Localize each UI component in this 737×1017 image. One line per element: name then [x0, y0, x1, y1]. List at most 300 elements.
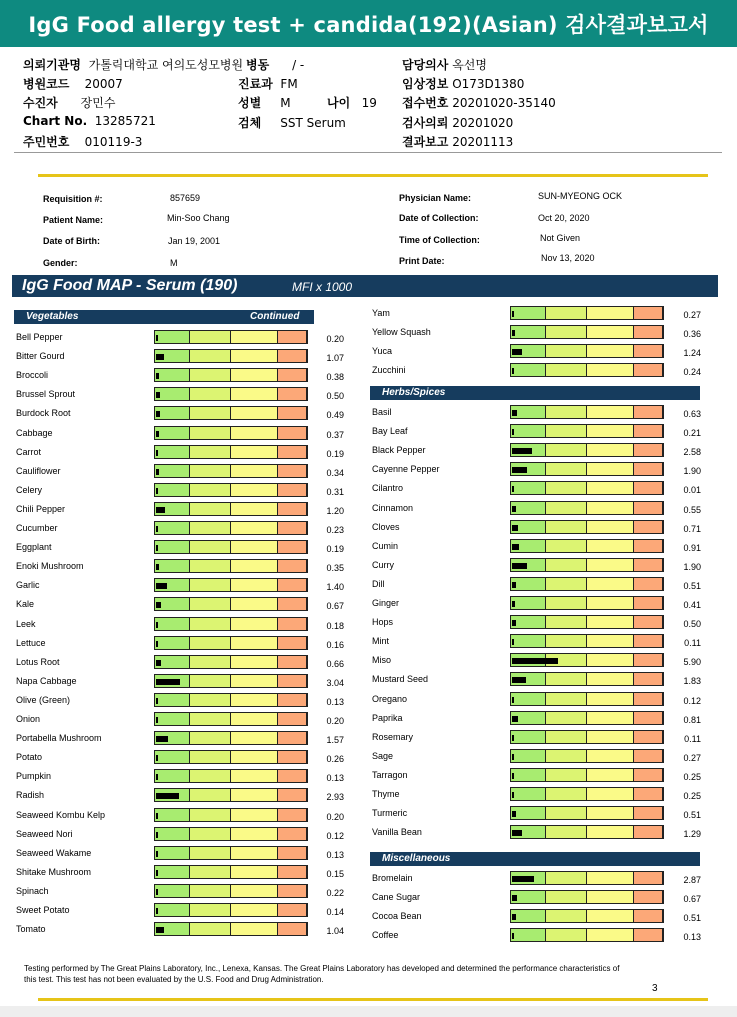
scale-zone [634, 826, 663, 838]
scale-zone [155, 618, 190, 630]
scale-zone [155, 484, 190, 496]
scale-zone [231, 656, 278, 668]
food-name: Vanilla Bean [372, 827, 422, 837]
food-value-bar [156, 392, 160, 398]
scale-zone [190, 598, 231, 610]
scale-zone [546, 788, 587, 800]
section-title-misc: Miscellaneous [382, 853, 451, 864]
food-row [372, 481, 701, 497]
food-name: Lettuce [16, 638, 46, 648]
food-row [16, 502, 344, 518]
food-value-bar [512, 639, 514, 645]
scale-zone [190, 465, 231, 477]
food-row [372, 424, 701, 440]
food-scale-bar [510, 501, 664, 515]
scale-zone [511, 750, 546, 762]
food-name: Cabbage [16, 428, 53, 438]
section-header-herbs [370, 386, 700, 400]
food-value-label: 0.21 [683, 428, 701, 438]
scale-zone [278, 484, 307, 496]
food-row [16, 693, 344, 709]
food-row [372, 768, 701, 784]
food-name: Rosemary [372, 732, 414, 742]
food-value-label: 0.41 [683, 600, 701, 610]
food-value-bar [156, 622, 158, 628]
food-value-label: 0.25 [683, 772, 701, 782]
scale-zone [190, 828, 231, 840]
food-row [372, 787, 701, 803]
scale-zone [587, 559, 634, 571]
scale-zone [511, 578, 546, 590]
gender-label: Gender: [43, 258, 78, 268]
scale-zone [190, 618, 231, 630]
food-scale-bar [510, 363, 664, 377]
food-row [372, 501, 701, 517]
food-value-label: 0.13 [326, 850, 344, 860]
scale-zone [634, 731, 663, 743]
food-scale-bar [154, 903, 308, 917]
food-value-bar [512, 716, 518, 722]
food-name: Paprika [372, 713, 403, 723]
food-value-label: 1.90 [683, 466, 701, 476]
scale-zone [634, 769, 663, 781]
scale-zone [587, 750, 634, 762]
scale-zone [634, 326, 663, 338]
food-scale-bar [510, 730, 664, 744]
food-name: Cilantro [372, 483, 404, 493]
food-value-label: 1.29 [683, 829, 701, 839]
food-row [372, 909, 701, 925]
food-name: Lotus Root [16, 657, 60, 667]
food-value-bar [156, 755, 158, 761]
food-name: Brussel Sprout [16, 389, 76, 399]
scale-zone [546, 673, 587, 685]
food-value-bar [156, 813, 158, 819]
scale-zone [634, 307, 663, 319]
scale-zone [278, 446, 307, 458]
food-value-label: 0.81 [683, 715, 701, 725]
food-value-bar [512, 697, 514, 703]
scale-zone [190, 388, 231, 400]
food-row [372, 558, 701, 574]
food-value-bar [512, 933, 514, 939]
hospital-code-field: 병원코드 20007 [23, 77, 123, 91]
food-name: Seaweed Nori [16, 829, 73, 839]
scale-zone [231, 885, 278, 897]
food-scale-bar [154, 445, 308, 459]
scale-zone [190, 656, 231, 668]
scale-zone [587, 540, 634, 552]
food-name: Carrot [16, 447, 42, 457]
food-name: Bay Leaf [372, 426, 408, 436]
food-scale-bar [510, 481, 664, 495]
scale-zone [231, 732, 278, 744]
scale-zone [190, 446, 231, 458]
food-scale-bar [154, 426, 308, 440]
food-row [372, 806, 701, 822]
food-scale-bar [510, 405, 664, 419]
clinical-info-field: 임상정보 O173D1380 [402, 77, 525, 91]
scale-zone [546, 807, 587, 819]
food-value-bar [156, 450, 158, 456]
food-value-bar [156, 354, 164, 360]
scale-zone [278, 369, 307, 381]
scale-zone [634, 463, 663, 475]
food-row [372, 634, 701, 650]
food-row [16, 788, 344, 804]
print-date-label: Print Date: [399, 256, 445, 266]
scale-zone [155, 331, 190, 343]
scale-zone [155, 809, 190, 821]
collection-time-label: Time of Collection: [399, 235, 480, 245]
food-name: Enoki Mushroom [16, 561, 84, 571]
scale-zone [231, 675, 278, 687]
scale-zone [190, 789, 231, 801]
food-value-bar [512, 876, 534, 882]
scale-zone [511, 693, 546, 705]
scale-zone [231, 751, 278, 763]
scale-zone [511, 326, 546, 338]
food-scale-bar [510, 749, 664, 763]
food-value-bar [512, 811, 516, 817]
scale-zone [278, 751, 307, 763]
ward-field: 병동 / - [246, 58, 305, 72]
scale-zone [231, 560, 278, 572]
food-scale-bar [510, 890, 664, 904]
food-value-bar [512, 330, 515, 336]
scale-zone [634, 929, 663, 941]
scale-zone [278, 388, 307, 400]
food-value-bar [512, 754, 514, 760]
scale-zone [190, 637, 231, 649]
food-name: Sage [372, 751, 394, 761]
food-row [372, 520, 701, 536]
scale-zone [155, 885, 190, 897]
chart-no-field: Chart No. 13285721 [23, 114, 156, 128]
food-scale-bar [510, 825, 664, 839]
food-row [16, 712, 344, 728]
scale-zone [546, 693, 587, 705]
scale-zone [587, 307, 634, 319]
food-scale-bar [510, 615, 664, 629]
gold-divider-bottom [38, 998, 708, 1001]
scale-zone [190, 770, 231, 782]
scale-zone [634, 673, 663, 685]
scale-zone [634, 425, 663, 437]
scale-zone [190, 427, 231, 439]
food-row [372, 306, 701, 322]
food-name: Shitake Mushroom [16, 867, 92, 877]
scale-zone [278, 789, 307, 801]
food-name: Burdock Root [16, 408, 71, 418]
food-value-label: 0.23 [326, 525, 344, 535]
req-label: Requisition #: [43, 194, 103, 204]
section-note-continued: Continued [250, 311, 300, 322]
food-name: Coffee [372, 930, 399, 940]
scale-zone [634, 482, 663, 494]
food-value-label: 0.12 [683, 696, 701, 706]
food-name: Dill [372, 579, 385, 589]
food-row [372, 871, 701, 887]
scale-zone [155, 388, 190, 400]
food-scale-bar [154, 330, 308, 344]
scale-zone [587, 616, 634, 628]
scale-zone [278, 618, 307, 630]
physician-field: 담당의사 옥선명 [402, 58, 487, 72]
food-value-label: 0.55 [683, 505, 701, 515]
scale-zone [190, 541, 231, 553]
food-row [372, 577, 701, 593]
food-scale-bar [154, 349, 308, 363]
food-name: Potato [16, 752, 43, 762]
scale-zone [231, 350, 278, 362]
food-scale-bar [154, 884, 308, 898]
food-scale-bar [154, 387, 308, 401]
scale-zone [546, 425, 587, 437]
scale-zone [546, 559, 587, 571]
scale-zone [634, 654, 663, 666]
food-row [16, 808, 344, 824]
scale-zone [587, 826, 634, 838]
food-name: Tarragon [372, 770, 408, 780]
scale-zone [190, 407, 231, 419]
collection-time-value: Not Given [540, 233, 581, 243]
food-name: Cloves [372, 522, 400, 532]
food-value-label: 0.13 [683, 932, 701, 942]
food-scale-bar [154, 597, 308, 611]
food-name: Bell Pepper [16, 332, 63, 342]
food-name: Cocoa Bean [372, 911, 422, 921]
scale-zone [190, 847, 231, 859]
food-row [372, 672, 701, 688]
food-row [16, 636, 344, 652]
scale-zone [278, 503, 307, 515]
food-row [16, 540, 344, 556]
scale-zone [278, 828, 307, 840]
scale-zone [231, 637, 278, 649]
scale-zone [231, 694, 278, 706]
dob-value: Jan 19, 2001 [168, 236, 221, 246]
food-row [372, 928, 701, 944]
food-row [16, 922, 344, 938]
food-row [372, 344, 701, 360]
food-scale-bar [510, 711, 664, 725]
physician-name-label: Physician Name: [399, 193, 472, 203]
page-number: 3 [652, 983, 658, 994]
scale-zone [546, 326, 587, 338]
food-value-bar [512, 349, 522, 355]
food-value-bar [156, 602, 161, 608]
food-value-label: 0.19 [326, 449, 344, 459]
food-value-label: 0.13 [326, 697, 344, 707]
food-value-bar [156, 564, 159, 570]
food-scale-bar [510, 558, 664, 572]
report-title-banner [0, 0, 737, 47]
scale-zone [546, 540, 587, 552]
food-name: Bitter Gourd [16, 351, 65, 361]
scale-zone [278, 732, 307, 744]
scale-zone [231, 789, 278, 801]
scale-zone [278, 923, 307, 935]
scale-zone [634, 693, 663, 705]
scale-zone [634, 807, 663, 819]
food-name: Cumin [372, 541, 399, 551]
food-row [16, 655, 344, 671]
scale-zone [587, 929, 634, 941]
food-value-bar [156, 679, 180, 685]
scale-zone [587, 673, 634, 685]
scale-zone [587, 788, 634, 800]
food-scale-bar [510, 577, 664, 591]
gender-value: M [170, 258, 178, 268]
scale-zone [190, 751, 231, 763]
food-value-bar [156, 736, 168, 742]
scale-zone [190, 369, 231, 381]
scale-zone [155, 770, 190, 782]
food-name: Mustard Seed [372, 674, 429, 684]
scale-zone [634, 616, 663, 628]
scale-zone [546, 482, 587, 494]
food-name: Celery [16, 485, 43, 495]
scale-zone [231, 847, 278, 859]
food-row [16, 521, 344, 537]
food-row [372, 325, 701, 341]
scale-zone [634, 521, 663, 533]
food-value-bar [512, 410, 517, 416]
food-value-bar [512, 658, 558, 664]
scale-zone [190, 866, 231, 878]
scale-zone [511, 807, 546, 819]
food-row [16, 406, 344, 422]
food-scale-bar [154, 578, 308, 592]
page-bottom-margin [0, 1006, 737, 1017]
scale-zone [546, 364, 587, 376]
food-value-bar [156, 908, 158, 914]
scale-zone [634, 444, 663, 456]
report-title: IgG Food allergy test + candida(192)(Asian) 검사결과보고서 [28, 12, 709, 37]
dob-label: Date of Birth: [43, 236, 100, 246]
hospital-name-field: 의뢰기관명 가톨릭대학교 여의도성모병원 [23, 58, 244, 72]
food-name: Oregano [372, 694, 408, 704]
scale-zone [231, 904, 278, 916]
food-value-label: 0.13 [326, 773, 344, 783]
specimen-field: 검체 SST Serum [238, 116, 346, 130]
food-scale-bar [154, 712, 308, 726]
food-value-bar [156, 431, 159, 437]
receipt-no-field: 접수번호 20201020-35140 [402, 96, 556, 110]
scale-zone [231, 465, 278, 477]
scale-zone [587, 769, 634, 781]
food-value-label: 0.91 [683, 543, 701, 553]
food-value-label: 0.67 [326, 601, 344, 611]
food-row [372, 363, 701, 379]
food-scale-bar [154, 502, 308, 516]
food-scale-bar [154, 540, 308, 554]
food-value-label: 0.15 [326, 869, 344, 879]
food-name: Sweet Potato [16, 905, 70, 915]
food-value-label: 0.14 [326, 907, 344, 917]
scale-zone [190, 560, 231, 572]
scale-zone [190, 579, 231, 591]
department-field: 진료과 FM [238, 77, 298, 91]
scale-zone [155, 828, 190, 840]
scale-zone [634, 406, 663, 418]
scale-zone [278, 541, 307, 553]
food-row [16, 330, 344, 346]
food-name: Cucumber [16, 523, 58, 533]
scale-zone [587, 910, 634, 922]
scale-zone [190, 675, 231, 687]
scale-zone [511, 910, 546, 922]
food-value-bar [156, 469, 159, 475]
food-value-label: 0.24 [683, 367, 701, 377]
food-row [16, 578, 344, 594]
food-value-bar [512, 368, 514, 374]
food-value-bar [156, 526, 158, 532]
food-row [16, 464, 344, 480]
food-value-bar [156, 373, 159, 379]
food-value-bar [512, 895, 517, 901]
food-name: Cinnamon [372, 503, 414, 513]
scale-zone [546, 406, 587, 418]
scale-zone [155, 751, 190, 763]
food-value-bar [156, 774, 158, 780]
food-value-label: 0.50 [326, 391, 344, 401]
food-value-bar [512, 677, 526, 683]
food-value-label: 0.25 [683, 791, 701, 801]
physician-name-value: SUN-MYEONG OCK [538, 191, 623, 201]
scale-zone [511, 731, 546, 743]
scale-zone [278, 770, 307, 782]
scale-zone [155, 369, 190, 381]
food-value-bar [512, 544, 519, 550]
scale-zone [231, 427, 278, 439]
scale-zone [634, 502, 663, 514]
patient-name-label: Patient Name: [43, 215, 104, 225]
scale-zone [634, 540, 663, 552]
food-value-label: 5.90 [683, 657, 701, 667]
request-date-field: 검사의뢰 20201020 [402, 116, 514, 130]
food-value-bar [512, 914, 516, 920]
food-value-label: 2.87 [683, 875, 701, 885]
food-value-label: 0.71 [683, 524, 701, 534]
sex-field: 성별 M [238, 96, 291, 110]
scale-zone [546, 826, 587, 838]
scale-zone [190, 522, 231, 534]
food-value-bar [156, 641, 158, 647]
scale-zone [634, 910, 663, 922]
food-value-bar [156, 870, 158, 876]
scale-zone [190, 732, 231, 744]
scale-zone [278, 809, 307, 821]
scale-zone [587, 635, 634, 647]
food-scale-bar [154, 693, 308, 707]
food-name: Broccoli [16, 370, 49, 380]
food-value-label: 0.19 [326, 544, 344, 554]
food-name: Seaweed Kombu Kelp [16, 810, 106, 820]
food-scale-bar [510, 344, 664, 358]
collection-date-value: Oct 20, 2020 [538, 213, 590, 223]
food-name: Napa Cabbage [16, 676, 77, 686]
scale-zone [634, 750, 663, 762]
food-row [372, 443, 701, 459]
food-value-label: 1.83 [683, 676, 701, 686]
scale-zone [190, 503, 231, 515]
scale-zone [231, 579, 278, 591]
scale-zone [634, 345, 663, 357]
scale-zone [634, 712, 663, 724]
food-row [16, 884, 344, 900]
